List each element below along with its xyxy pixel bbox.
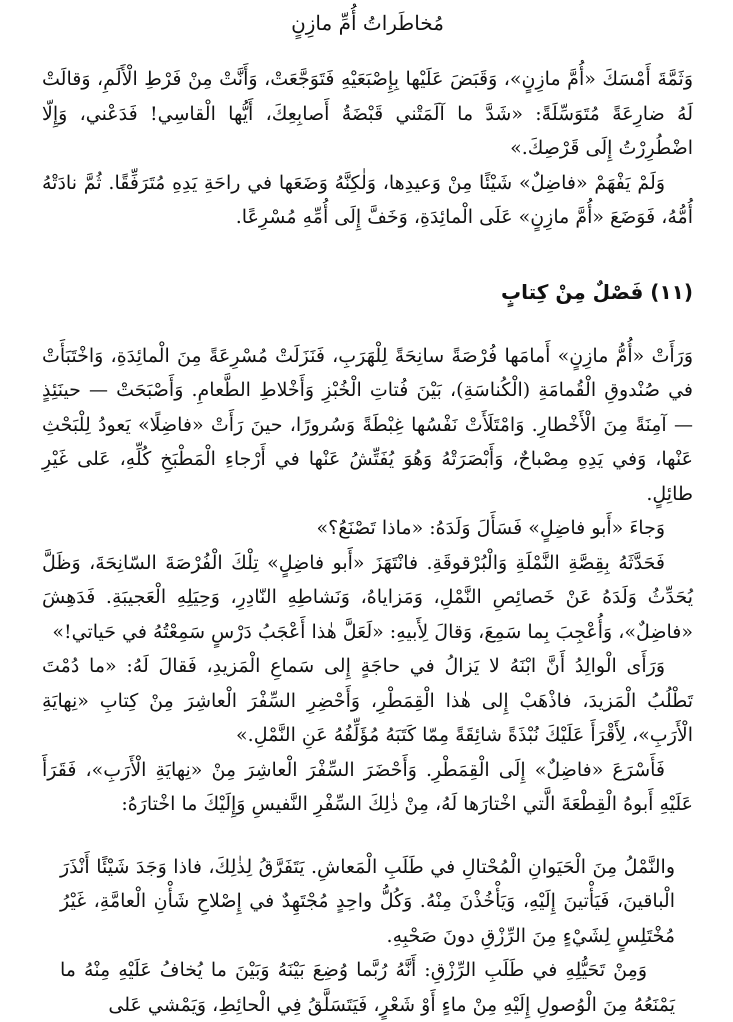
chapter-title: (١١) فَصْلٌ مِنْ كِتابٍ — [42, 275, 693, 309]
quoted-passage — [42, 850, 693, 1022]
quoted-paragraph: وَمِنْ تَحَيُّلِهِ في طَلَبِ الرِّزْقِ: أَنَّهُ رُبَّما وُضِعَ بَيْنَهُ وَبَيْنَ ما يُخافُ عَلَيْهِ مِنْهُ ما يَمْنَعُهُ مِنَ الْوُصولِ إِلَيْهِ مِنْ ماءٍ أَوْ شَعْرٍ، فَيَتَسَلَّقُ فِي الْحائِطِ، وَيَمْشي عَلى — [60, 953, 675, 1022]
running-head: مُخاطَراتُ أُمِّ مازِنٍ — [42, 6, 693, 40]
paragraph: وَلَمْ يَفْهَمْ «فاضِلٌ» شَيْئًا مِنْ وَعيدِها، وَلٰكِنَّهُ وَضَعَها في راحَةِ يَدِهِ مُتَرَفِّقًا. ثُمَّ نادَتْهُ أُمُّهُ، فَوَضَعَ «أُمَّ مازِنٍ» عَلَى الْمائِدَةِ، وَخَفَّ إِلَى أُمِّهِ مُسْرِعًا. — [42, 166, 693, 235]
paragraph: فَأَسْرَعَ «فاضِلٌ» إِلَى الْقِمَطْرِ. وَأَحْضَرَ السِّفْرَ الْعاشِرَ مِنْ «نِهايَةِ الْأَرَبِ»، فَقَرَأَ عَلَيْهِ أَبوهُ الْقِطْعَةَ الَّتي اخْتارَها لَهُ، مِنْ ذٰلِكَ السِّفْرِ النَّفيسِ وَإِلَيْكَ ما اخْتارَهُ: — [42, 753, 693, 822]
paragraph: وَرَأَى الْوالِدُ أَنَّ ابْنَهُ لا يَزالُ في حاجَةٍ إِلى سَماعِ الْمَزيدِ، فَقالَ لَهُ: «ما دُمْتَ تَطْلُبُ الْمَزيدَ، فاذْهَبْ إِلى هٰذا الْقِمَطْرِ، وَأَحْضِرِ السِّفْرَ الْعاشِرَ مِنْ كِتابِ «نِهايَةِ الْأَرَبِ»، لِأَقْرَأَ عَلَيْكَ نُبْذَةً شائِقَةً مِمّا كَتَبَهُ مُؤَلِّفُهُ عَنِ النَّمْلِ.» — [42, 649, 693, 753]
quoted-paragraph: والنَّمْلُ مِنَ الْحَيَوانِ الْمُحْتالِ في طَلَبِ الْمَعاشِ. يَتَفَرَّقُ لِذٰلِكَ، فاذا وَجَدَ شَيْئًا أَنْذَرَ الْباقينَ، فَيَأْتينَ إِلَيْهِ، وَيَأْخُذْنَ مِنْهُ. وَكُلُّ واحِدٍ مُجْتَهِدٌ في إِصْلاحِ شَأْنِ الْعامَّةِ، غَيْرُ مُخْتَلِسٍ لِشَيْءٍ مِنَ الرِّزْقِ دونَ صَحْبِهِ. — [60, 850, 675, 954]
paragraph: وَثَمَّةَ أَمْسَكَ «أُمَّ مازِنٍ»، وَقَبَضَ عَلَيْها بِإِصْبَعَيْهِ فَتَوَجَّعَتْ، وَأَنَّتْ مِنْ فَرْطِ الْأَلَمِ، وَقالَتْ لَهُ ضارِعَةً مُتَوَسِّلَةً: «شَدَّ ما آلَمَتْني قَبْضَةُ أَصابِعِكَ، أَيُّها الْقاسِي! فَدَعْني، وَإِلّا اضْطُرِرْتُ إِلَى قَرْصِكَ.» — [42, 62, 693, 166]
paragraph: فَحَدَّثَهُ بِقِصَّةِ النَّمْلَةِ وَالْبُرْقوقَةِ. فانْتَهَزَ «أَبو فاضِلٍ» تِلْكَ الْفُرْصَةَ السّانِحَةَ، وَظَلَّ يُحَدِّثُ وَلَدَهُ عَنْ خَصائِصِ النَّمْلِ، وَمَزاياهُ، وَنَشاطِهِ النّادِرِ، وَحِيَلِهِ الْعَجيبَةِ. فَدَهِشَ «فاضِلٌ»، وَأُعْجِبَ بِما سَمِعَ، وَقالَ لِأَبيهِ: «لَعَلَّ هٰذا أَعْجَبُ دَرْسٍ سَمِعْتُهُ في حَياتي!» — [42, 546, 693, 650]
paragraph: وَجاءَ «أَبو فاضِلٍ» فَسَأَلَ وَلَدَهُ: «ماذا تَصْنَعُ؟» — [42, 511, 693, 546]
paragraph: وَرَأَتْ «أُمُّ مازِنٍ» أَمامَها فُرْصَةً سانِحَةً لِلْهَرَبِ، فَنَزَلَتْ مُسْرِعَةً مِنَ الْمائِدَةِ، وَاخْتَبَأَتْ في صُنْدوقِ الْقُمامَةِ (الْكُناسَةِ)، بَيْنَ فُتاتِ الْخُبْزِ وَأَخْلاطِ الطَّعامِ. وَأَصْبَحَتْ — حينَئِذٍ — آمِنَةً مِنَ الْأَخْطارِ. وَامْتَلَأَتْ نَفْسُها غِبْطَةً وَسُرورًا، حينَ رَأَتْ «فاضِلًا» يَعودُ لِلْبَحْثِ عَنْها، وَفي يَدِهِ مِصْباحٌ، وَأَبْصَرَتْهُ وَهُوَ يُفَتِّشُ عَنْها في أَرْجاءِ الْمَطْبَخِ كُلِّهِ، عَلى غَيْرِ طائِلٍ. — [42, 339, 693, 512]
